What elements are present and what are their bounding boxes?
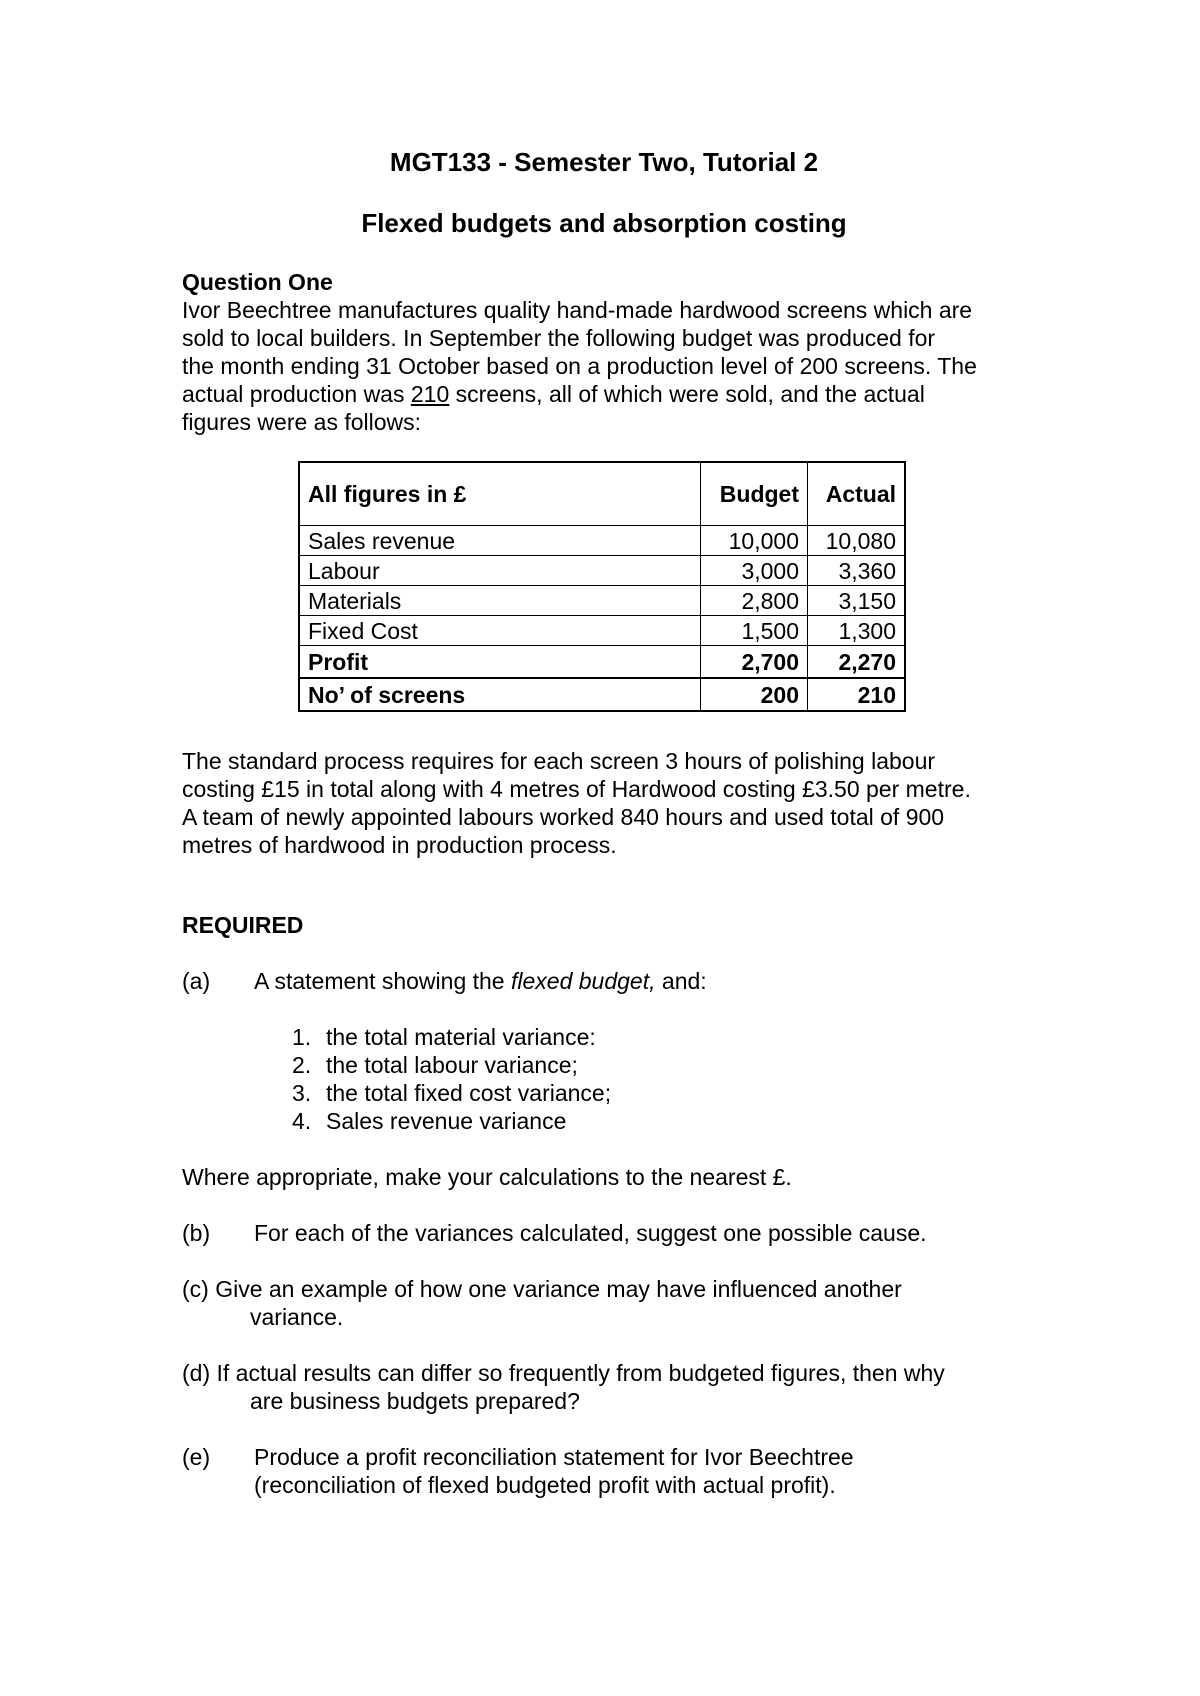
page-title: MGT133 - Semester Two, Tutorial 2	[389, 147, 819, 177]
item-a: (a) A statement showing the flexed budget, and:	[182, 968, 707, 994]
intro-line-3: the month ending 31 October based on a production level of 200 screens. The	[182, 353, 977, 379]
item-c-cont: variance.	[250, 1304, 344, 1330]
table-row: Labour 3,000 3,360	[299, 556, 905, 586]
screens-row: No’ of screens 200 210	[299, 678, 905, 711]
intro-line-2: sold to local builders. In September the following budget was produced for	[182, 325, 936, 351]
standard-process-paragraph: The standard process requires for each screen 3 hours of polishing labour costing £15 in total along with 4 metres of Hardwood costing £3.50 per metre. A team of newly appointed labours worked 840 hours and used total of 900 metres of hardwood in production process.	[182, 748, 971, 858]
table-row: Sales revenue 10,000 10,080	[299, 526, 905, 556]
intro-line-1: Ivor Beechtree manufactures quality hand-made hardwood screens which are	[182, 297, 973, 323]
list-item: 4. Sales revenue variance	[292, 1108, 567, 1134]
question-heading: Question One	[182, 269, 333, 295]
profit-row: Profit 2,700 2,270	[299, 646, 905, 679]
variance-list	[292, 1023, 611, 1135]
table-row: Fixed Cost 1,500 1,300	[299, 616, 905, 646]
item-e-cont: (reconciliation of flexed budgeted profit with actual profit).	[254, 1472, 836, 1498]
item-c: (c) Give an example of how one variance may have influenced another	[182, 1276, 902, 1302]
header-figures: All figures in £	[299, 462, 701, 526]
item-d: (d) If actual results can differ so frequently from budgeted figures, then why	[182, 1360, 945, 1386]
figures-table	[298, 461, 906, 712]
question-one	[182, 268, 1062, 436]
item-e: (e) Produce a profit reconciliation statement for Ivor Beechtree	[182, 1444, 854, 1470]
item-b: (b) For each of the variances calculated, suggest one possible cause.	[182, 1220, 927, 1246]
list-item: 2. the total labour variance;	[292, 1052, 578, 1078]
page-subtitle: Flexed budgets and absorption costing	[361, 208, 847, 238]
table-row: Materials 2,800 3,150	[299, 586, 905, 616]
header-actual: Actual	[808, 462, 906, 526]
item-d-cont: are business budgets prepared?	[250, 1388, 580, 1414]
list-item: 3. the total fixed cost variance;	[292, 1080, 612, 1106]
required-heading: REQUIRED	[182, 912, 304, 938]
list-item: 1. the total material variance:	[292, 1024, 596, 1050]
table-header-row	[299, 462, 905, 526]
header-budget: Budget	[701, 462, 808, 526]
rounding-note: Where appropriate, make your calculations to the nearest £.	[182, 1164, 792, 1190]
underlined-210: 210	[410, 381, 450, 407]
intro-line-5: figures were as follows:	[182, 409, 422, 435]
intro-line-4: actual production was 210 screens, all of which were sold, and the actual	[182, 381, 925, 407]
